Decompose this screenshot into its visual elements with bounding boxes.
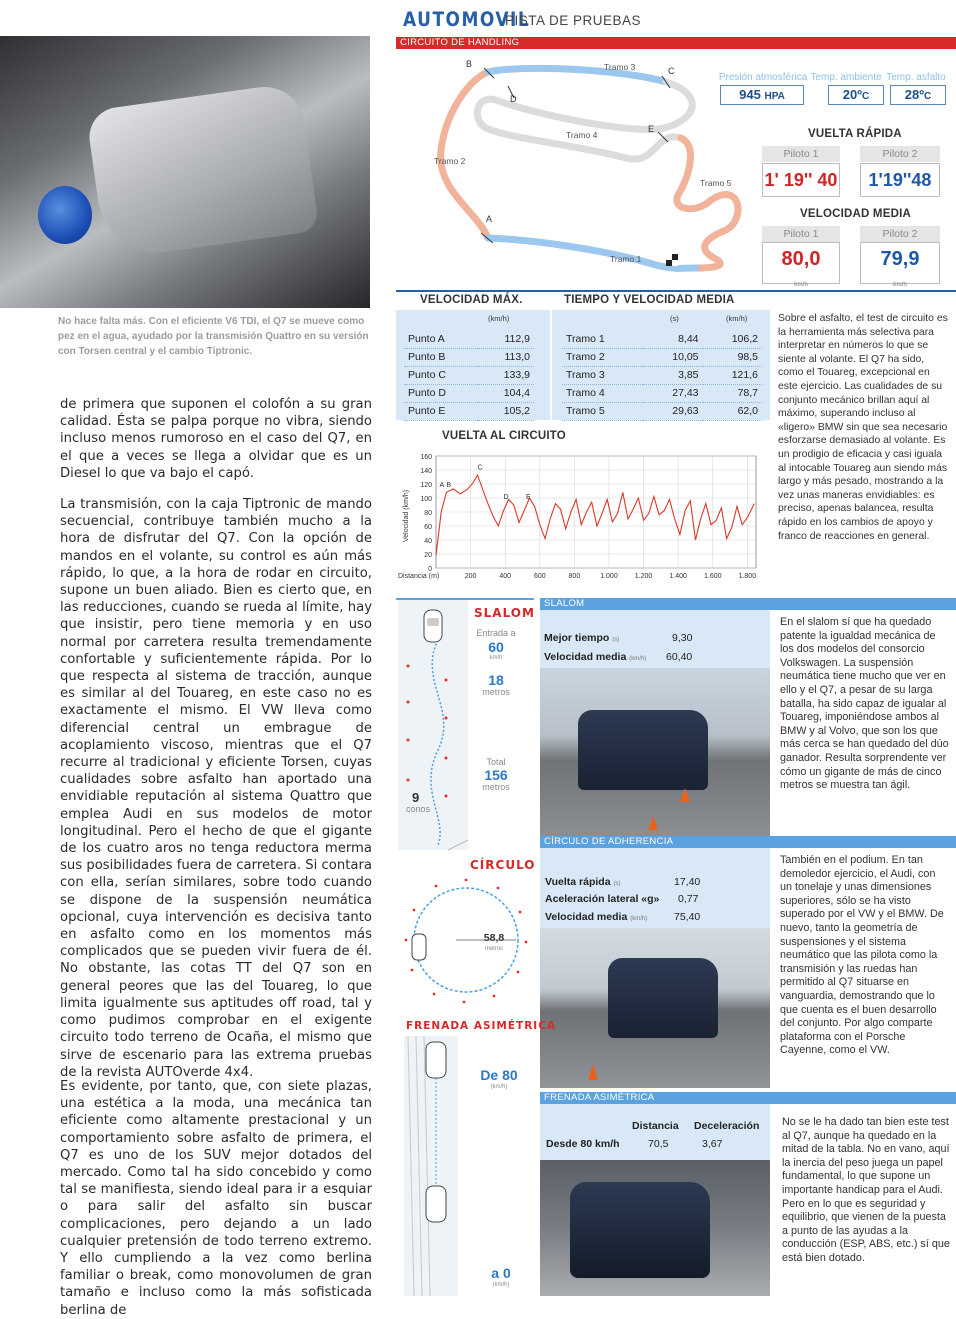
braking-distance-value: 70,5 [648, 1138, 669, 1150]
track-section-3 [488, 68, 666, 82]
point-annotation: A [439, 481, 445, 489]
circle-lap-label: Vuelta rápida (s) [545, 876, 621, 888]
article-paragraph-2: La transmisión, con la caja Tiptronic de mando secuencial, contribuye también mucho a la hora de disfrutar del Q7. Con la opción de mandos en el volante, su control es aún más rápido, lo que, a la hora de rodar en circuito, supone un buen aliado. Bien es cierto que, en las reducciones, cuando se rueda al límite, hay que insistir, pero tiene memoria y en uso normal por carretera resulta tremendamente confortable y suficientemente rápida. Por lo que respecta al sistema de tracción, aunque es similar al del Touareg, en este caso no es exactamente el mismo. El VW lleva como diferencial central un embrague de acoplamiento viscoso, mientras que el Q7 recurre al tradicional y eficiente Torsen, cuyas cualidades sobre asfalto han aportado una envidiable reputación al sistema Quattro que emplea Audi en sus modelos de motor longitudinal. Pero el hecho de que el gigante de los cuatro aros no tenga reductora merma sus posibilidades fuera de carretera. Si contara con ella, serían similares, sobre todo cuando se dispone de la suspensión neumática opcional, cuya intervención es decisiva tanto en asfalto como en los momentos más complicados que se pueden vivir fuera de él. No obstante, las cotas TT del Q7 son en general peores que las del Touareg, lo que limita igualmente sus aptitudes off road, tal y como pudimos comprobar en el exigente circuito todo terreno de Ocaña, el mismo que sirve de escenario para las extrema pruebas de la revista AUTOverde 4x4. [60, 497, 372, 1080]
circle-lateral-value: 0,77 [678, 893, 699, 905]
slalom-entry-value: 60 [488, 639, 504, 655]
braking-diagram-title: FRENADA ASIMÉTRICA [406, 1020, 557, 1032]
section-times-table [562, 330, 762, 421]
slalom-text: En el slalom sí que ha quedado patente la igualdad mecánica de los dos modelos del consorcio Volkswagen. La suspensión neumática tiene mucho que ver en ello y el Q7, a pesar de su larga batalla, ha sido capaz de igualar al Touareg, imponiéndose ambos al BMW y al Volvo, que son los que más cerca se han quedado del dúo ganador. Resulta sorprendente ver cómo un gigante de más de cinco metros se muestra tan ágil. [780, 616, 949, 792]
section-times-title: TIEMPO Y VELOCIDAD MEDIA [564, 294, 735, 306]
braking-text: No se le ha dado tan bien este test al Q7, aunque ha quedado en la mitad de la tabla. No en vano, aquí la inercia del peso juega un papel fundamental, lo que supone un importante handicap para el Audi. Pero en lo que es seguridad y equilibrio, que vienen de la puesta a punto de las ayudas a la conducción (ESP, ABS, etc.) sí que está bien dotado. [782, 1116, 950, 1264]
x-tick-label: 1.800 [738, 573, 757, 580]
fast-lap-pilot2-label: Piloto 2 [860, 146, 940, 162]
y-axis-label: Velocidad (km/h) [403, 489, 410, 542]
table-row: Punto B 113,0 [404, 348, 534, 366]
slalom-diagram-title: SLALOM [474, 606, 535, 620]
braking-col-distance: Distancia [632, 1120, 679, 1132]
track-section-5 [677, 138, 738, 268]
slalom-total-label: Total [486, 757, 506, 767]
braking-to-unit: (km/h) [492, 1282, 510, 1288]
slalom-entry-label: Entrada a [476, 628, 516, 638]
y-tick-label: 40 [424, 538, 432, 545]
point-a-label: A [486, 214, 493, 224]
slalom-gap-value: 18 [488, 672, 504, 688]
braking-from-unit: (km/h) [490, 1084, 508, 1090]
slalom-cones-unit: conos [405, 804, 431, 814]
avg-speed-pilot2-label: Piloto 2 [860, 226, 940, 242]
y-tick-label: 80 [424, 510, 432, 517]
fast-lap-pilot1-label: Piloto 1 [762, 146, 840, 162]
table-row: Punto A 112,9 [404, 330, 534, 348]
circle-avg-value: 75,40 [674, 911, 701, 923]
circle-diameter-unit: metros [484, 946, 504, 952]
avg-speed-pilot1-value: 80,0 km/h [762, 242, 840, 284]
slalom-total-value: 156 [484, 767, 508, 783]
section-3-label: Tramo 3 [604, 62, 636, 72]
point-annotation: C [477, 464, 483, 472]
section-times-panel: (s) (km/h) Tramo 1 8,44 106,2 Tramo 2 10,05 98,5 Tramo 3 3,85 121,6 Tramo 4 27,43 78,7 Tramo 5 29,63 62,0 [552, 310, 770, 420]
braking-photo [540, 1160, 770, 1296]
point-c-label: C [668, 66, 675, 76]
table-row: Tramo 3 3,85 121,6 [562, 366, 762, 384]
slalom-cones-value: 9 [412, 790, 420, 805]
lap-speed-chart [396, 446, 766, 586]
article-paragraph-1: de primera que suponen el colofón a su gran calidad. Ésta se palpa porque no vibra, siendo incluso menos rumoroso en el caso del Q7, en el que a veces se llega a olvidar que es un Diesel lo que va bajo el capó. [60, 397, 372, 481]
x-tick-label: 400 [499, 573, 512, 580]
y-tick-label: 0 [428, 566, 432, 573]
circle-bar: CÍRCULO DE ADHERENCIA [540, 836, 956, 848]
car-icon [426, 1042, 446, 1078]
ambient-temp-value: 20ºC [828, 85, 884, 105]
chart-title: VUELTA AL CIRCUITO [442, 430, 566, 442]
braking-results-panel [540, 1104, 770, 1160]
slalom-avg-speed-label: Velocidad media (km/h) [544, 651, 647, 663]
avg-speed-pilot1-label: Piloto 1 [762, 226, 840, 242]
circle-diagram-title: CÍRCULO [470, 858, 536, 872]
x-tick-label: 800 [568, 573, 581, 580]
slalom-bar: SLALOM [540, 598, 956, 610]
asphalt-temp-label: Temp. asfalto [886, 72, 946, 83]
point-annotation: B [446, 481, 452, 489]
y-tick-label: 120 [420, 482, 432, 489]
section-4-label: Tramo 4 [566, 130, 598, 140]
slalom-gap-unit: metros [482, 687, 510, 697]
circuit-map [396, 50, 756, 290]
y-tick-label: 160 [420, 454, 432, 461]
braking-to-value: a 0 [491, 1265, 511, 1281]
slalom-best-time-label: Mejor tiempo (s) [544, 632, 620, 644]
slalom-photo [540, 668, 770, 836]
engine-cover-shape [86, 82, 320, 260]
avg-speed-pilot2-value: 79,9 km/h [860, 242, 940, 284]
avg-speed-title: VELOCIDAD MEDIA [800, 208, 911, 220]
car-icon [412, 934, 426, 960]
pressure-label: Presión atmosférica [718, 72, 808, 83]
table-row: Punto C 133,9 [404, 366, 534, 384]
max-speed-title: VELOCIDAD MÁX. [420, 294, 523, 306]
circle-diagram [398, 872, 538, 1012]
fast-lap-pilot1-value: 1' 19'' 40 [762, 163, 840, 197]
x-tick-label: 200 [464, 573, 477, 580]
max-speed-panel: (km/h) Punto A 112,9 Punto B 113,0 Punto C 133,9 Punto D 104,4 Punto E 105,2 [396, 310, 550, 420]
x-axis-label: Distancia (m) [398, 573, 440, 580]
x-tick-label: 1.000 [600, 573, 618, 580]
photo-caption: No hace falta más. Con el eficiente V6 TDI, el Q7 se mueve como pez en el agua, ayudado por la transmisión Quattro en su versión con Torsen central y el cambio Tiptronic. [58, 316, 369, 357]
braking-bar: FRENADA ASIMÉTRICA [540, 1092, 956, 1104]
table-row: Punto D 104,4 [404, 384, 534, 402]
braking-from-value: De 80 [480, 1067, 518, 1083]
braking-decel-value: 3,67 [702, 1138, 723, 1150]
table-row: Tramo 2 10,05 98,5 [562, 348, 762, 366]
coolant-cap-shape [38, 186, 92, 244]
track-section-1 [488, 238, 696, 268]
section-title: PISTA DE PRUEBAS [505, 13, 642, 28]
x-tick-label: 1.600 [703, 573, 722, 580]
car-icon [424, 610, 442, 642]
circle-text: También en el podium. En tan demoledor ejercicio, el Audi, con un tonelaje y unas dimensiones superiores, sólo se ha visto superado por el VW y el BMW. De nuevo, tanto la geometría de suspensiones y el sistema neumático que las pilota como la transmisión y las ruedas han permitido al Q7 situarse en vanguardia, demostrando que lo que cuenta es el buen desarrollo del conjunto. Por algo comparte plataforma con el Porsche Cayenne, como el VW. [780, 854, 944, 1057]
section-5-label: Tramo 5 [700, 178, 732, 188]
tables-top-rule [396, 290, 956, 292]
section-2-label: Tramo 2 [434, 156, 466, 166]
table-row: Tramo 5 29,63 62,0 [562, 402, 762, 420]
x-tick-label: 1.400 [669, 573, 687, 580]
pressure-value: 945 HPA [720, 85, 804, 105]
asphalt-temp-value: 28ºC [890, 85, 946, 105]
track-section-2 [441, 72, 488, 238]
circle-photo [540, 928, 770, 1088]
slalom-entry-unit: km/h [489, 655, 503, 661]
table-row: Tramo 1 8,44 106,2 [562, 330, 762, 348]
ambient-temp-label: Temp. ambiente [810, 72, 882, 83]
article-paragraph-3: Es evidente, por tanto, que, con siete plazas, una estética a la moda, una mecánica tan eficiente como altamente prestacional y un comportamiento sobre asfalto de primera, el Q7 es uno de los SUV mejor dotados del mercado. Como tal ha sido concebido y como tal se manifiesta, siendo ideal para ir a esquiar o para salir del asfalto sin buscar complicaciones, pero dejando a un lado cualquier pretensión de todo terreno extremo. Y ello cumpliendo a la vez como berlina familiar o break, como monovolumen de gran tamaño e incluso como la más sofisticada berlina de [60, 1079, 372, 1318]
point-annotation: D [503, 493, 509, 501]
y-tick-label: 20 [424, 552, 432, 559]
max-speed-table [404, 330, 534, 421]
slalom-best-time-value: 9,30 [672, 632, 693, 644]
circuit-text: Sobre el asfalto, el test de circuito es la herramienta más selectiva para interpretar en números lo que se siente al volante. El Q7 ha sido, como el Touareg, excepcional en este ejercicio. Las cualidades de su conjunto mecánico brillan aquí al máximo, superando incluso al «ligero» BMW sin que sea necesario esforzarse demasiado al volante. Es un prodigio de eficacia y casi iguala al intocable Touareg aun siendo más largo y más pesado, mostrando a la vez unas maneras envidiables: es preciso, apenas balancea, resulta rápido en los cambios de apoyo y franco de reacciones en general. [778, 313, 948, 542]
slalom-total-unit: metros [482, 782, 510, 792]
circle-lap-value: 17,40 [674, 876, 701, 888]
section-1-label: Tramo 1 [610, 254, 642, 264]
point-e-label: E [648, 124, 655, 134]
circle-diameter-value: 58,8 [483, 932, 505, 944]
braking-col-decel: Deceleración [694, 1120, 760, 1132]
x-tick-label: 600 [533, 573, 546, 580]
car-icon [426, 1186, 446, 1222]
braking-row-label: Desde 80 km/h [546, 1138, 620, 1150]
y-tick-label: 100 [420, 496, 432, 503]
point-b-label: B [466, 59, 473, 69]
y-tick-label: 60 [424, 524, 432, 531]
circuit-bar [396, 37, 956, 49]
point-annotation: E [525, 493, 531, 501]
y-tick-label: 140 [420, 468, 432, 475]
circle-avg-label: Velocidad media (km/h) [545, 911, 648, 923]
point-d-label: D [510, 94, 517, 104]
circle-lateral-label: Aceleración lateral «g» [545, 893, 660, 905]
magazine-brand: AUTOMOVIL [403, 8, 531, 32]
fast-lap-title: VUELTA RÁPIDA [808, 128, 902, 140]
engine-photo [0, 36, 370, 308]
slalom-avg-speed-value: 60,40 [666, 651, 693, 663]
fast-lap-pilot2-value: 1'19''48 [860, 163, 940, 197]
x-tick-label: 1.200 [634, 573, 653, 580]
table-row: Tramo 4 27,43 78,7 [562, 384, 762, 402]
table-row: Punto E 105,2 [404, 402, 534, 420]
circuit-bar-label: CIRCUITO DE HANDLING [400, 37, 520, 48]
